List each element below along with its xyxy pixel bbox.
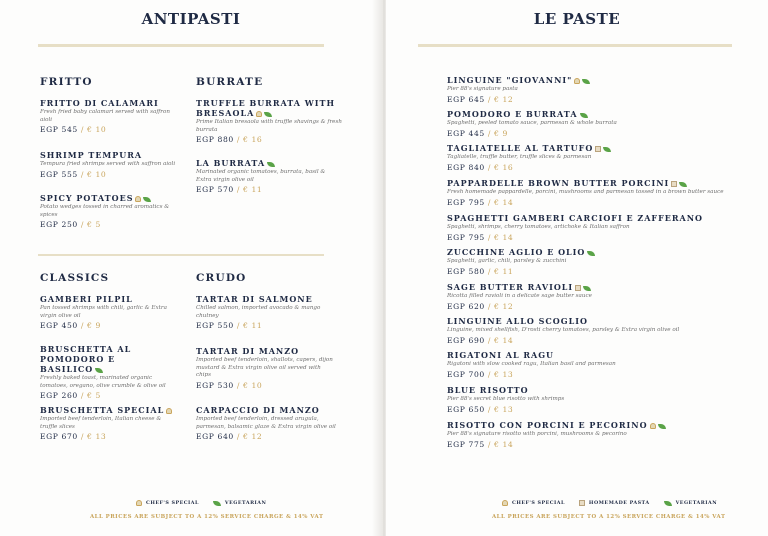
item-description: Pier 88's secret blue risotto with shrimps [447,396,565,402]
price-egp: EGP 840 [447,162,485,172]
item-name: ZUCCHINE AGLIO E OLIO [447,247,737,257]
price-egp: EGP 795 [447,197,485,207]
item-description: Imported beef tenderloin, Italian cheese & truffle slices [40,416,162,430]
price-eur: € 14 [494,335,514,345]
section-divider [38,254,324,256]
leaf-icon [580,113,588,118]
item-price: EGP 620 / € 12 [447,301,514,311]
page-title: LE PASTE [533,10,621,28]
item-name: TRUFFLE BURRATA WITH BRESAOLA [196,98,335,118]
item-name: BRUSCHETTA SPECIAL [40,405,180,415]
item-name: RISOTTO CON PORCINI E PECORINO [447,420,747,430]
section-title-crudo: CRUDO [196,272,247,284]
item-price: EGP 555 / € 10 [40,169,107,179]
price-eur: € 16 [243,135,263,145]
item-name: TAGLIATELLE AL TARTUFO [447,143,737,153]
menu-item [196,346,336,391]
price-egp: EGP 260 [40,391,78,401]
item-name: CARPACCIO DI MANZO [196,405,320,415]
menu-item [447,385,737,415]
menu-item [196,405,336,442]
item-name: BLUE RISOTTO [447,385,529,395]
item-price: EGP 700 / € 13 [447,369,514,379]
item-price: EGP 550 / € 11 [196,321,263,331]
price-eur: € 11 [494,266,514,276]
menu-item [447,178,747,208]
left-page [0,0,382,536]
item-name: LA BURRATA [196,158,336,168]
item-price: EGP 250 / € 5 [40,220,101,230]
price-egp: EGP 670 [40,432,78,442]
leaf-icon [213,501,221,506]
price-egp: EGP 555 [40,169,78,179]
item-price: EGP 450 / € 9 [40,321,101,331]
menu-item [447,143,737,173]
pasta-icon [595,146,601,152]
menu-item [40,98,180,135]
item-description: Fresh fried baby calamari served with saffron aioli [40,109,170,123]
chef-icon [502,500,508,506]
item-price: EGP 580 / € 11 [447,266,514,276]
price-eur: € 12 [243,432,263,442]
item-price: EGP 445 / € 9 [447,128,508,138]
menu-item [40,294,180,331]
item-price: EGP 570 / € 11 [196,185,263,195]
item-description: Pier 88's signature pasta [447,86,518,92]
chef-icon [166,408,172,414]
menu-item [447,109,737,139]
menu-item [196,294,336,331]
title-rule [38,44,324,47]
item-price: EGP 545 / € 10 [40,125,107,135]
item-name: RIGATONI AL RAGU [447,350,555,360]
price-egp: EGP 645 [447,94,485,104]
price-egp: EGP 450 [40,321,78,331]
menu-item [447,213,747,243]
item-description: Imported beef tenderloin, dressed arugula, parmesan, balsamic glaze & Extra virgin olive oil [196,416,336,430]
price-eur: € 13 [494,369,514,379]
legend-veg: VEGETARIAN [675,500,718,506]
price-eur: € 5 [87,391,101,401]
menu-item [447,282,737,312]
item-price: EGP 690 / € 14 [447,335,514,345]
leaf-icon [658,424,666,429]
price-eur: € 14 [494,439,514,449]
item-price: EGP 795 / € 14 [447,232,514,242]
pasta-icon [671,181,677,187]
menu-item [40,405,180,442]
pasta-icon [579,500,585,506]
price-egp: EGP 640 [196,432,234,442]
menu-item [447,247,737,277]
price-eur: € 12 [494,94,514,104]
leaf-icon [267,162,275,167]
menu-item [447,75,737,105]
price-egp: EGP 775 [447,439,485,449]
menu-item [40,193,180,230]
footnote: ALL PRICES ARE SUBJECT TO A 12% SERVICE CHARGE & 14% VAT [90,514,324,520]
item-name: LINGUINE ALLO SCOGLIO [447,316,588,326]
price-egp: EGP 445 [447,128,485,138]
price-eur: € 10 [243,380,263,390]
price-egp: EGP 690 [447,335,485,345]
price-eur: € 10 [87,169,107,179]
item-description: Ricotta filled ravioli in a delicate sage butter sauce [447,293,592,299]
price-egp: EGP 570 [196,185,234,195]
price-eur: € 12 [494,301,514,311]
price-egp: EGP 550 [196,321,234,331]
item-description: Rigatoni with slow cooked ragu, Italian basil and parmesan [447,361,616,367]
menu-item [196,158,336,195]
item-description: Potato wedges tossed in charred aromatics & spices [40,204,170,218]
leaf-icon [679,182,687,187]
leaf-icon [143,197,151,202]
price-egp: EGP 545 [40,125,78,135]
item-price: EGP 530 / € 10 [196,380,263,390]
item-name: SPICY POTATOES [40,193,180,203]
menu-item [40,150,180,180]
item-description: Fresh homemade pappardelle, porcini, mushrooms and parmesan tossed in a brown butter sauce [447,189,724,195]
chef-icon [256,111,262,117]
item-price: EGP 670 / € 13 [40,432,107,442]
menu-item [447,350,737,380]
item-description: Marinated organic tomatoes, burrata, basil & Extra virgin olive oil [196,169,326,183]
item-price: EGP 645 / € 12 [447,94,514,104]
item-name: LINGUINE "GIOVANNI" [447,75,737,85]
item-description: Pier 88's signature risotto with porcini, mushrooms & pecorino [447,431,627,437]
item-name: POMODORO E BURRATA [447,109,737,119]
price-eur: € 9 [87,321,101,331]
section-title-classics: CLASSICS [40,272,110,284]
price-egp: EGP 650 [447,404,485,414]
item-description: Spaghetti, shrimps, cherry tomatoes, artichoke & Italian saffron [447,224,630,230]
legend [500,500,725,506]
price-eur: € 14 [494,197,514,207]
price-eur: € 9 [494,128,508,138]
item-description: Tempura fried shrimps served with saffron aioli [40,161,176,167]
section-title-burrate: BURRATE [196,76,264,88]
price-egp: EGP 880 [196,135,234,145]
price-eur: € 16 [494,162,514,172]
footnote: ALL PRICES ARE SUBJECT TO A 12% SERVICE CHARGE & 14% VAT [492,514,726,520]
legend-pasta: HOMEMADE PASTA [588,500,650,506]
leaf-icon [587,251,595,256]
leaf-icon [603,147,611,152]
item-price: EGP 640 / € 12 [196,432,263,442]
price-eur: € 10 [87,125,107,135]
chef-icon [136,500,142,506]
price-eur: € 13 [494,404,514,414]
price-egp: EGP 530 [196,380,234,390]
price-eur: € 13 [87,432,107,442]
item-description: Pan tossed shrimps with chili, garlic & Extra virgin olive oil [40,305,167,319]
chef-icon [574,78,580,84]
item-name: GAMBERI PILPIL [40,294,133,304]
item-description: Spaghetti, peeled tomato sauce, parmesan & whole burrata [447,120,617,126]
item-name: TARTAR DI MANZO [196,346,300,356]
leaf-icon [95,368,103,373]
legend-chef: CHEF'S SPECIAL [146,500,199,506]
item-price: EGP 650 / € 13 [447,404,514,414]
item-description: Chilled salmon, imported avocado & mango chutney [196,305,321,319]
leaf-icon [264,112,272,117]
legend [134,500,274,506]
item-price: EGP 775 / € 14 [447,439,514,449]
item-name: FRITTO DI CALAMARI [40,98,159,108]
chef-icon [135,196,141,202]
page-title: ANTIPASTI [141,10,241,28]
item-description: Imported beef tenderloin, shallots, capers, dijon mustard & Extra virgin olive oil served with chips [196,357,333,379]
price-eur: € 11 [243,321,263,331]
item-description: Spaghetti, garlic, chili, parsley & zucchini [447,258,567,264]
item-description: Tagliatelle, truffle butter, truffle slices & parmesan [447,154,592,160]
menu-item [447,420,747,450]
chef-icon [650,423,656,429]
legend-chef: CHEF'S SPECIAL [512,500,565,506]
item-price: EGP 880 / € 16 [196,135,263,145]
price-eur: € 11 [243,185,263,195]
pasta-icon [575,285,581,291]
item-name: TARTAR DI SALMONE [196,294,313,304]
price-eur: € 14 [494,232,514,242]
leaf-icon [582,79,590,84]
price-egp: EGP 620 [447,301,485,311]
item-name: SHRIMP TEMPURA [40,150,143,160]
item-name: SAGE BUTTER RAVIOLI [447,282,737,292]
section-title-fritto: FRITTO [40,76,93,88]
item-description: Freshly baked toast, marinated organic tomatoes, oregano, olive crumble & olive oil [40,375,166,389]
legend-veg: VEGETARIAN [224,500,267,506]
leaf-icon [583,286,591,291]
price-eur: € 5 [87,220,101,230]
menu-item [447,316,747,346]
title-rule [418,44,732,47]
price-egp: EGP 580 [447,266,485,276]
menu-item [40,344,170,401]
price-egp: EGP 700 [447,369,485,379]
item-description: Linguine, mixed shellfish, D'rosti cherry tomatoes, parsley & Extra virgin olive oil [447,327,680,333]
item-name: PAPPARDELLE BROWN BUTTER PORCINI [447,178,747,188]
leaf-icon [664,501,672,506]
item-price: EGP 795 / € 14 [447,197,514,207]
item-name: BRUSCHETTA AL POMODORO E BASILICO [40,344,132,374]
price-egp: EGP 795 [447,232,485,242]
item-price: EGP 260 / € 5 [40,391,101,401]
item-description: Prime Italian bresaola with truffle shavings & fresh burrata [196,119,342,133]
right-page [386,0,768,536]
menu-item [196,98,346,145]
item-name: SPAGHETTI GAMBERI CARCIOFI E ZAFFERANO [447,213,704,223]
item-price: EGP 840 / € 16 [447,162,514,172]
price-egp: EGP 250 [40,220,78,230]
